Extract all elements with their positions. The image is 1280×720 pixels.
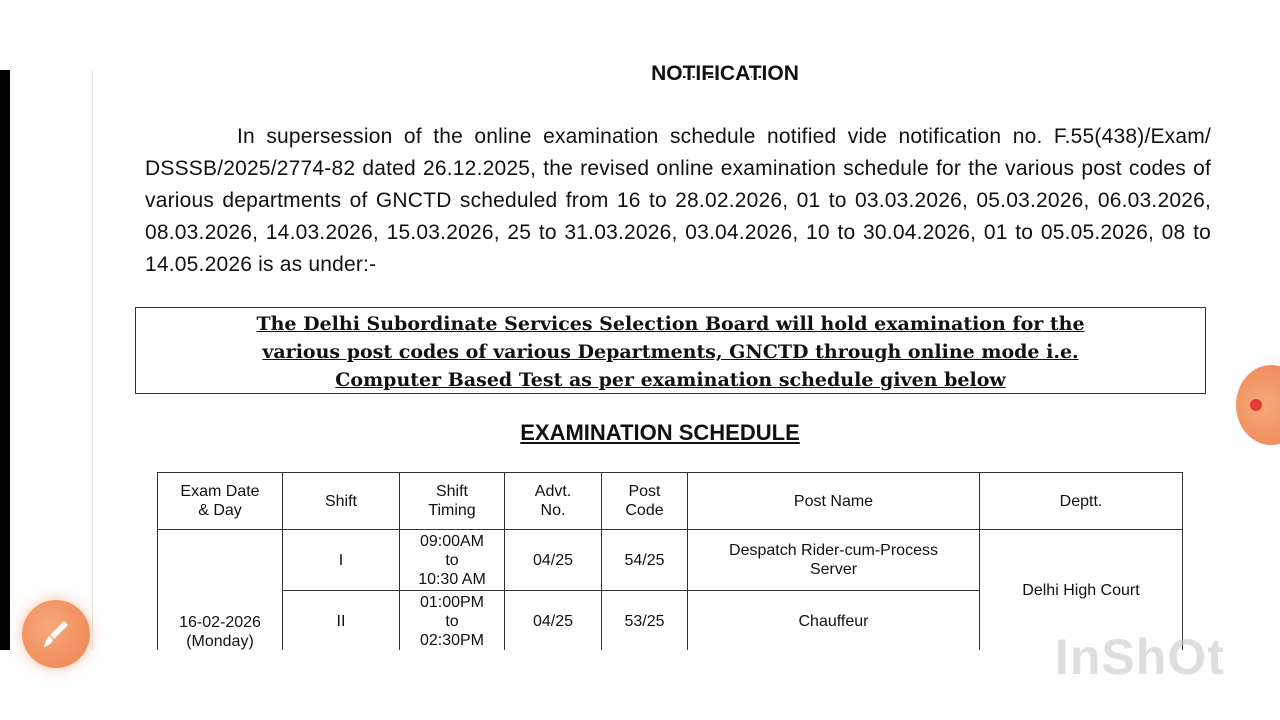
header-shift-timing: Shift Timing bbox=[400, 473, 505, 530]
post-name-cell: Despatch Rider-cum-Process Server bbox=[688, 530, 980, 591]
post-code-cell: 54/25 bbox=[602, 530, 688, 591]
timing-cell: 09:00AM to 10:30 AM bbox=[400, 530, 505, 591]
post-code-cell: 53/25 bbox=[602, 591, 688, 651]
header-dept: Deptt. bbox=[980, 473, 1183, 530]
notification-heading: NOTIFICATION bbox=[651, 62, 799, 82]
floating-edit-button[interactable] bbox=[22, 600, 90, 668]
header-shift: Shift bbox=[283, 473, 400, 530]
table-header-row bbox=[158, 473, 1183, 530]
notification-paragraph: In supersession of the online examination schedule notified vide notification no. F.55(438)/Exam/ DSSSB/2025/2774-82 dated 26.12.2025, the revised online examination schedule for the various post codes of various departments of GNCTD scheduled from 16 to 28.02.2026, 01 to 03.03.2026, 05.03.2026, 06.03.2026, 08.03.2026, 14.03.2026, 15.03.2026, 25 to 31.03.2026, 03.04.2026, 10 to 30.04.2026, 01 to 05.05.2026, 08 to 14.05.2026 is as under:- bbox=[145, 125, 1211, 276]
timing-cell: 01:00PM to 02:30PM bbox=[400, 591, 505, 651]
header-post-code: Post Code bbox=[602, 473, 688, 530]
record-dot-icon bbox=[1250, 399, 1262, 411]
exam-date-cell: 16-02-2026 (Monday) bbox=[158, 530, 283, 651]
announcement-line-3: Computer Based Test as per examination schedule given below bbox=[335, 369, 1006, 391]
table-row bbox=[158, 530, 1183, 591]
header-post-name: Post Name bbox=[688, 473, 980, 530]
header-advt-no: Advt. No. bbox=[505, 473, 602, 530]
dept-cell: Delhi High Court bbox=[980, 530, 1183, 651]
shift-cell: I bbox=[283, 530, 400, 591]
exam-schedule-table bbox=[157, 472, 1183, 650]
announcement-line-2: various post codes of various Departments, GNCTD through online mode i.e. bbox=[262, 341, 1079, 363]
announcement-box bbox=[135, 307, 1206, 394]
inshot-watermark: InShOt bbox=[1055, 629, 1225, 685]
post-name-cell: Chauffeur bbox=[688, 591, 980, 651]
schedule-title: EXAMINATION SCHEDULE bbox=[520, 420, 800, 445]
announcement-line-1: The Delhi Subordinate Services Selection Board will hold examination for the bbox=[256, 313, 1085, 335]
advt-cell: 04/25 bbox=[505, 591, 602, 651]
left-edge-bar bbox=[0, 70, 10, 650]
header-exam-date: Exam Date & Day bbox=[158, 473, 283, 530]
page-edge-line bbox=[92, 70, 93, 650]
shift-cell: II bbox=[283, 591, 400, 651]
brush-icon bbox=[42, 618, 70, 650]
advt-cell: 04/25 bbox=[505, 530, 602, 591]
